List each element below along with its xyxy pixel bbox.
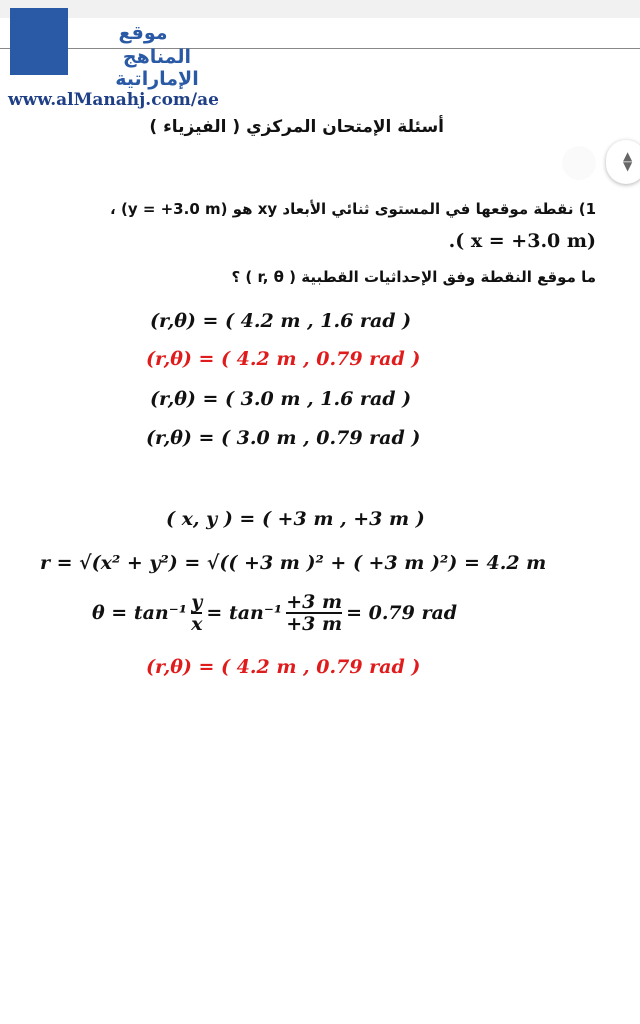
option-d[interactable]: (r,θ) = ( 3.0 m , 0.79 rad ) (146, 427, 421, 449)
question-text: .( x = +3.0 m) (448, 230, 596, 252)
browser-top-bar (0, 0, 640, 18)
question-text: ما موقع النقطة وفق الإحداثيات القطبية ( r, θ ) ؟ (231, 268, 596, 286)
numerator: +3 m (286, 591, 343, 613)
denominator: +3 m (286, 613, 343, 635)
theta-text: = tan⁻¹ (206, 602, 283, 624)
solution-answer: (r,θ) = ( 4.2 m , 0.79 rad ) (146, 656, 421, 678)
logo-text: موقع (118, 22, 168, 44)
theta-text: = 0.79 rad (346, 602, 458, 624)
logo-square (10, 30, 68, 48)
up-down-chevron-icon[interactable]: ▲ ▼ (606, 140, 640, 184)
theta-text: θ = tan⁻¹ (92, 602, 188, 624)
question-text: 1) نقطة موقعها في المستوى ثنائي الأبعاد xy هو (y = +3.0 m) ، (110, 200, 596, 218)
denominator: x (191, 613, 203, 635)
option-a[interactable]: (r,θ) = ( 4.2 m , 1.6 rad ) (150, 310, 412, 332)
logo-text: المناهج الإماراتية (115, 46, 199, 90)
fraction (286, 592, 342, 634)
solution-r: r = √(x² + y²) = √(( +3 m )² + ( +3 m )²) = 4.2 m (40, 552, 547, 574)
numerator: y (191, 591, 203, 613)
solution-xy: ( x, y ) = ( +3 m , +3 m ) (166, 508, 425, 530)
fraction (191, 592, 202, 634)
option-b-correct[interactable]: (r,θ) = ( 4.2 m , 0.79 rad ) (146, 348, 421, 370)
solution-theta (92, 592, 457, 634)
page-title: أسئلة الإمتحان المركزي ( الفيزياء ) (149, 117, 444, 137)
option-c[interactable]: (r,θ) = ( 3.0 m , 1.6 rad ) (150, 388, 412, 410)
site-url: www.alManahj.com/ae (8, 90, 219, 110)
scroll-ghost (562, 146, 596, 180)
